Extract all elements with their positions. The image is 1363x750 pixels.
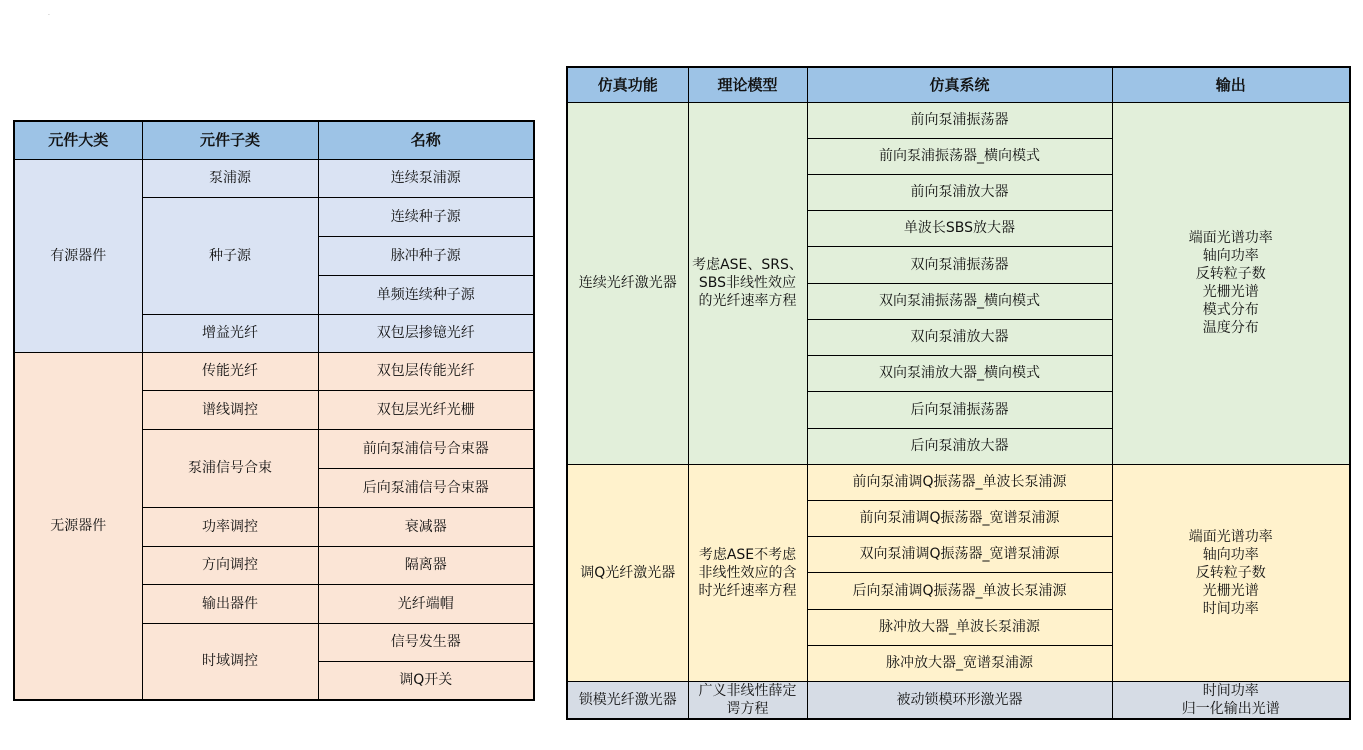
name-cell: 前向泵浦信号合束器	[318, 429, 534, 468]
subcategory-cell: 方向调控	[142, 546, 318, 584]
system-cell: 双向泵浦放大器_横向模式	[807, 355, 1112, 391]
system-cell: 脉冲放大器_宽谱泵浦源	[807, 645, 1112, 681]
simulation-table	[566, 66, 1351, 720]
function-ml: 锁模光纤激光器	[567, 681, 688, 719]
system-cell: 前向泵浦调Q振荡器_单波长泵浦源	[807, 464, 1112, 500]
category-passive: 无源器件	[14, 352, 142, 700]
model-cw: 考虑ASE、SRS、 SBS非线性效应 的光纤速率方程	[688, 102, 807, 464]
system-cell: 前向泵浦振荡器	[807, 102, 1112, 138]
table-row	[567, 681, 1350, 719]
system-cell: 后向泵浦调Q振荡器_单波长泵浦源	[807, 572, 1112, 609]
subcategory-cell: 传能光纤	[142, 352, 318, 390]
subcategory-cell: 谱线调控	[142, 390, 318, 429]
system-cell: 被动锁模环形激光器	[807, 681, 1112, 719]
subcategory-cell: 泵浦源	[142, 159, 318, 197]
table-row	[567, 102, 1350, 138]
name-cell: 信号发生器	[318, 623, 534, 661]
system-cell: 前向泵浦振荡器_横向模式	[807, 138, 1112, 174]
model-qs: 考虑ASE不考虑 非线性效应的含 时光纤速率方程	[688, 464, 807, 681]
subcategory-cell: 时域调控	[142, 623, 318, 700]
name-cell: 单频连续种子源	[318, 275, 534, 314]
header-output: 输出	[1112, 67, 1350, 102]
header-function: 仿真功能	[567, 67, 688, 102]
name-cell: 双包层掺镱光纤	[318, 314, 534, 352]
header-system: 仿真系统	[807, 67, 1112, 102]
system-cell: 单波长SBS放大器	[807, 210, 1112, 246]
header-subcategory: 元件子类	[142, 121, 318, 159]
subcategory-cell: 增益光纤	[142, 314, 318, 352]
header-model: 理论模型	[688, 67, 807, 102]
name-cell: 脉冲种子源	[318, 236, 534, 275]
output-cw: 端面光谱功率 轴向功率 反转粒子数 光栅光谱 模式分布 温度分布	[1112, 102, 1350, 464]
header-name: 名称	[318, 121, 534, 159]
output-qs: 端面光谱功率 轴向功率 反转粒子数 光栅光谱 时间功率	[1112, 464, 1350, 681]
corner-mark: .	[48, 10, 50, 17]
name-cell: 后向泵浦信号合束器	[318, 468, 534, 507]
subcategory-cell: 种子源	[142, 197, 318, 314]
system-cell: 双向泵浦调Q振荡器_宽谱泵浦源	[807, 536, 1112, 572]
table-row	[14, 159, 534, 197]
system-cell: 双向泵浦放大器	[807, 319, 1112, 355]
components-table	[13, 120, 535, 701]
name-cell: 双包层传能光纤	[318, 352, 534, 390]
system-cell: 前向泵浦调Q振荡器_宽谱泵浦源	[807, 500, 1112, 536]
system-cell: 前向泵浦放大器	[807, 174, 1112, 210]
category-active: 有源器件	[14, 159, 142, 352]
header-category: 元件大类	[14, 121, 142, 159]
simulation-header-row	[567, 67, 1350, 102]
name-cell: 连续种子源	[318, 197, 534, 236]
system-cell: 双向泵浦振荡器	[807, 246, 1112, 283]
function-qs: 调Q光纤激光器	[567, 464, 688, 681]
name-cell: 连续泵浦源	[318, 159, 534, 197]
components-header-row	[14, 121, 534, 159]
system-cell: 后向泵浦放大器	[807, 428, 1112, 464]
name-cell: 隔离器	[318, 546, 534, 584]
model-ml: 广义非线性薛定 谔方程	[688, 681, 807, 719]
system-cell: 双向泵浦振荡器_横向模式	[807, 283, 1112, 319]
system-cell: 后向泵浦振荡器	[807, 391, 1112, 428]
name-cell: 衰减器	[318, 507, 534, 546]
table-row	[14, 352, 534, 390]
name-cell: 双包层光纤光栅	[318, 390, 534, 429]
output-ml: 时间功率 归一化输出光谱	[1112, 681, 1350, 719]
subcategory-cell: 泵浦信号合束	[142, 429, 318, 507]
function-cw: 连续光纤激光器	[567, 102, 688, 464]
system-cell: 脉冲放大器_单波长泵浦源	[807, 609, 1112, 645]
subcategory-cell: 功率调控	[142, 507, 318, 546]
name-cell: 光纤端帽	[318, 584, 534, 623]
name-cell: 调Q开关	[318, 661, 534, 700]
table-row	[567, 464, 1350, 500]
subcategory-cell: 输出器件	[142, 584, 318, 623]
